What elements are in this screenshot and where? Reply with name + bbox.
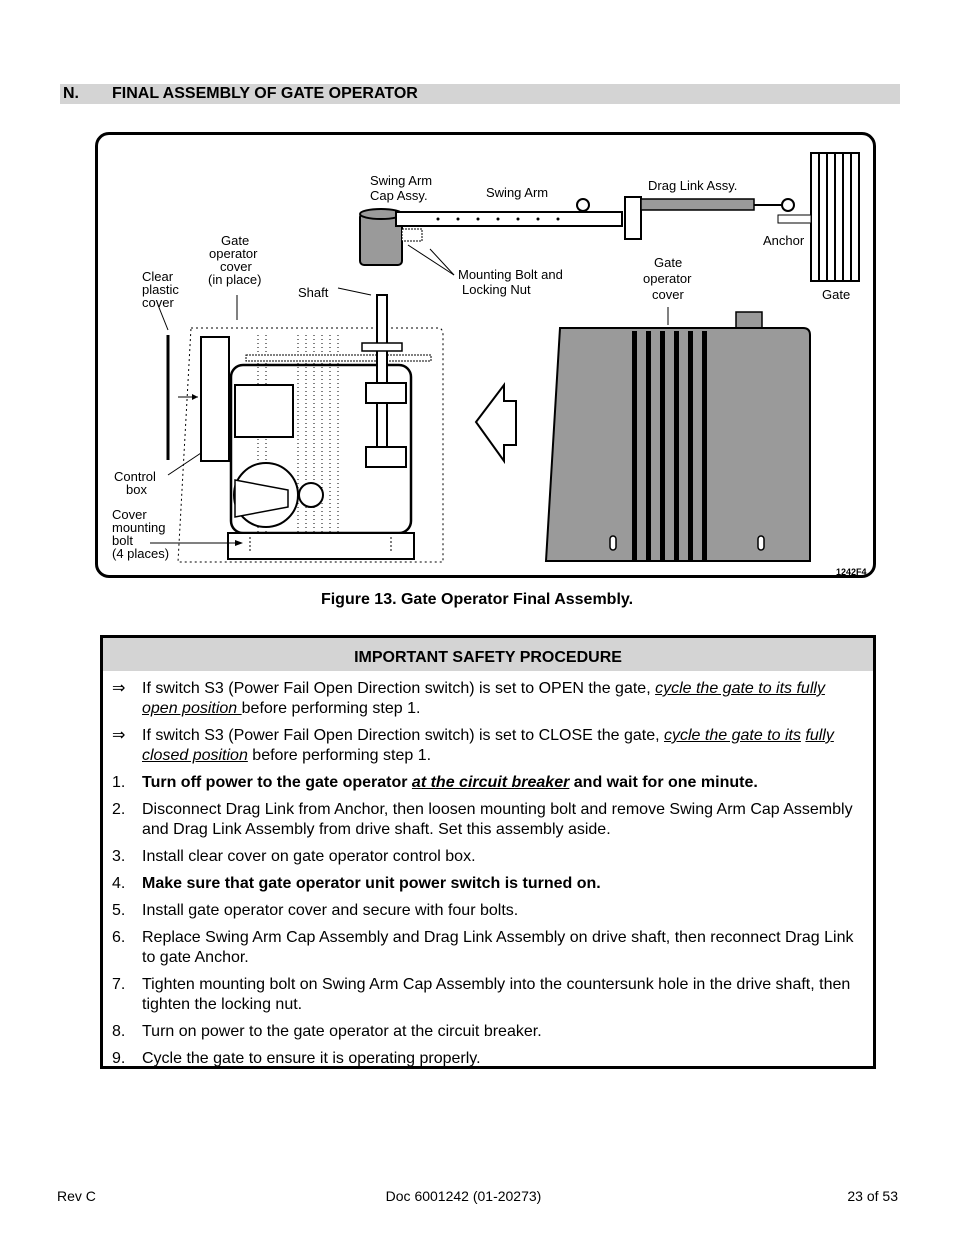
label-control-box-1: Control: [114, 469, 156, 484]
step-7-number: 7.: [112, 976, 126, 993]
section-number: N.: [63, 85, 79, 102]
arrow-icon: ⇒: [112, 727, 126, 744]
shaft-bearing-bottom: [366, 447, 406, 467]
step-5-number: 5.: [112, 902, 126, 919]
step-8-text: Turn on power to the gate operator at the circuit breaker.: [142, 1023, 542, 1040]
drag-link-bracket: [625, 197, 641, 239]
swing-arm: [396, 212, 622, 226]
arrow-icon: ⇒: [112, 680, 126, 697]
label-clear-cover-3: cover: [142, 295, 174, 310]
label-gate: Gate: [822, 287, 851, 302]
label-anchor: Anchor: [763, 233, 805, 248]
operator-base: [228, 533, 414, 559]
step-1-text-a: Turn off power to the gate operator: [142, 774, 412, 791]
shaft-sprocket: [362, 343, 402, 351]
note-power-fail-close: [112, 726, 863, 766]
label-cover-bolt-2: mounting: [112, 520, 166, 535]
step-4-text: Make sure that gate operator unit power switch is turned on.: [142, 875, 601, 892]
drawing-code: 1242F4: [836, 567, 867, 575]
step-1-text-c: and wait for one minute.: [569, 774, 758, 791]
step-9: [112, 1049, 863, 1069]
label-mounting-bolt-1: Mounting Bolt and: [458, 267, 563, 282]
cover-slot-left: [610, 536, 616, 550]
step-4-number: 4.: [112, 875, 126, 892]
label-cover-bolt-4: (4 places): [112, 546, 170, 561]
label-gate-cover-place-1: Gate: [221, 233, 250, 248]
motor: [235, 385, 293, 437]
note2-text: If switch S3 (Power Fail Open Direction switch) is set to CLOSE the gate,: [142, 727, 664, 744]
step-7-text: Tighten mounting bolt on Swing Arm Cap Assembly into the countersunk hole in the drive shaft, then tighten the locking nut.: [142, 976, 851, 1013]
label-swing-arm: Swing Arm: [486, 185, 549, 200]
step-5-text: Install gate operator cover and secure with four bolts.: [142, 902, 519, 919]
label-cover-bolt-3: bolt: [112, 533, 133, 548]
figure-13-frame: [95, 132, 876, 578]
figure-caption: Figure 13. Gate Operator Final Assembly.: [320, 591, 634, 608]
step-6-number: 6.: [112, 929, 126, 946]
anchor-pivot: [782, 199, 794, 211]
install-direction-arrow: [476, 385, 516, 461]
step-3-number: 3.: [112, 848, 126, 865]
label-gate-cover-3: cover: [652, 287, 684, 302]
step-1-number: 1.: [112, 774, 126, 791]
label-swing-arm-cap-2: Cap Assy.: [370, 188, 428, 203]
gate-operator-drawing: [98, 135, 873, 575]
small-pulley: [299, 483, 323, 507]
drag-link-tube: [641, 199, 754, 210]
label-gate-cover-place-3: cover: [220, 259, 252, 274]
step-8-number: 8.: [112, 1023, 126, 1040]
label-control-box-2: box: [126, 482, 147, 497]
label-clear-cover-1: Clear: [142, 269, 174, 284]
footer-revision: Rev C: [57, 1188, 96, 1204]
label-mounting-bolt-2: Locking Nut: [462, 282, 531, 297]
step-4: [112, 874, 863, 894]
note2-emphasis-2: fully closed position: [142, 727, 834, 764]
note1-text: If switch S3 (Power Fail Open Direction switch) is set to OPEN the gate,: [142, 680, 656, 697]
step-7: [112, 975, 863, 1015]
step-1: [112, 773, 863, 793]
label-swing-arm-cap-1: Swing Arm: [370, 173, 433, 188]
section-header: [60, 84, 900, 104]
step-8: [112, 1022, 863, 1042]
shaft-arrow: [338, 288, 371, 295]
procedure-steps: [103, 671, 873, 1069]
note1-emphasis: cycle the gate to its fully open position: [142, 680, 825, 717]
step-3-text: Install clear cover on gate operator control box.: [142, 848, 476, 865]
note2-tail: before performing step 1.: [247, 747, 432, 764]
anchor-plate: [778, 215, 811, 223]
shaft-bearing-top: [366, 383, 406, 403]
label-gate-cover-1: Gate: [654, 255, 683, 270]
control-box-label-arrow: [168, 453, 201, 475]
arm-pivot: [577, 199, 589, 211]
note-power-fail-open: [112, 679, 863, 719]
label-gate-cover-place-4: (in place): [208, 272, 262, 287]
step-2: [112, 800, 863, 840]
drive-chain: [246, 355, 431, 361]
step-5: [112, 901, 863, 921]
step-6-text: Replace Swing Arm Cap Assembly and Drag Link Assembly on drive shaft, then reconnect Drag Link to gate Anchor.: [142, 929, 854, 966]
step-2-text: Disconnect Drag Link from Anchor, then loosen mounting bolt and remove Swing Arm Cap Assembly and Drag Link Assembly from drive shaft. Set this assembly aside.: [142, 801, 853, 838]
label-gate-cover-place-2: operator: [209, 246, 258, 261]
control-box: [201, 337, 229, 461]
safety-procedure-box: [100, 635, 876, 1069]
note1-tail: before performing step 1.: [241, 700, 421, 717]
step-3: [112, 847, 863, 867]
label-cover-bolt-1: Cover: [112, 507, 147, 522]
note2-emphasis-1: cycle the gate to its: [663, 727, 801, 744]
mounting-bolt: [402, 229, 422, 241]
step-9-number: 9.: [112, 1050, 126, 1067]
control-box-arrowhead: [192, 394, 198, 400]
section-title: FINAL ASSEMBLY OF GATE OPERATOR: [112, 85, 418, 102]
label-shaft: Shaft: [298, 285, 329, 300]
shaft-lower: [377, 403, 387, 447]
label-drag-link: Drag Link Assy.: [648, 178, 738, 193]
label-gate-cover-2: operator: [643, 271, 692, 286]
cover-slot-right: [758, 536, 764, 550]
step-1-emphasis: at the circuit breaker: [411, 774, 570, 791]
step-6: [112, 928, 863, 968]
step-9-text: Cycle the gate to ensure it is operating properly.: [142, 1050, 481, 1067]
step-2-number: 2.: [112, 801, 126, 818]
cover-top-knob: [736, 312, 762, 329]
footer-doc-number: Doc 6001242 (01-20273): [385, 1188, 542, 1204]
label-clear-cover-2: plastic: [142, 282, 179, 297]
safety-heading: IMPORTANT SAFETY PROCEDURE: [103, 638, 873, 671]
footer-page-number: 23 of 53: [847, 1188, 898, 1204]
